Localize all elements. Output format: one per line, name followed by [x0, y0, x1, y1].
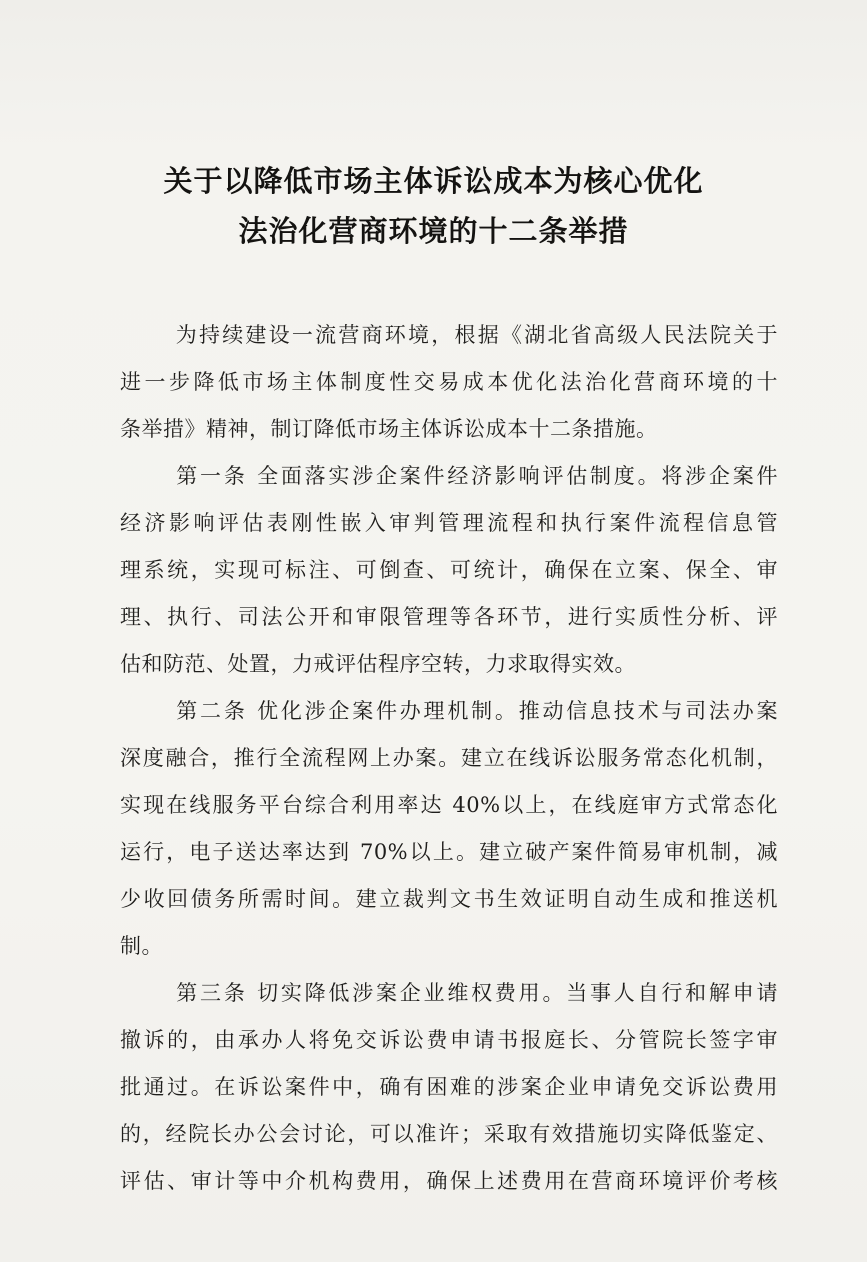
paragraph-article-3 — [120, 970, 778, 1205]
paragraph-line: 的，经院长办公会讨论，可以准许；采取有效措施切实降低鉴定、 — [120, 1122, 778, 1146]
paragraph-line: 第二条 优化涉企案件办理机制。推动信息技术与司法办案 — [174, 699, 778, 723]
paragraph-line: 运行，电子送达率达到 70%以上。建立破产案件简易审机制，减 — [120, 840, 778, 864]
paragraph-line: 经济影响评估表刚性嵌入审判管理流程和执行案件流程信息管 — [120, 511, 778, 535]
paragraph-line: 理系统，实现可标注、可倒查、可统计，确保在立案、保全、审 — [120, 558, 778, 582]
paragraph-line: 为持续建设一流营商环境，根据《湖北省高级人民法院关于 — [174, 323, 778, 347]
title-line-2: 法治化营商环境的十二条举措 — [238, 214, 629, 248]
paragraph-intro — [120, 312, 778, 453]
paragraph-line: 第一条 全面落实涉企案件经济影响评估制度。将涉企案件 — [174, 464, 778, 488]
paragraph-line: 撤诉的，由承办人将免交诉讼费申请书报庭长、分管院长签字审 — [120, 1028, 778, 1052]
title-line-1: 关于以降低市场主体诉讼成本为核心优化 — [163, 164, 704, 198]
paragraph-line: 深度融合，推行全流程网上办案。建立在线诉讼服务常态化机制， — [120, 746, 778, 770]
paragraph-line: 理、执行、司法公开和审限管理等各环节，进行实质性分析、评 — [120, 605, 778, 629]
paragraph-line: 批通过。在诉讼案件中，确有困难的涉案企业申请免交诉讼费用 — [120, 1075, 778, 1099]
paragraph-line: 实现在线服务平台综合利用率达 40%以上，在线庭审方式常态化 — [120, 793, 778, 817]
paragraph-line: 少收回债务所需时间。建立裁判文书生效证明自动生成和推送机 — [120, 887, 778, 911]
paragraph-line: 条举措》精神，制订降低市场主体诉讼成本十二条措施。 — [120, 417, 658, 441]
document-title — [0, 156, 867, 256]
paragraph-line: 进一步降低市场主体制度性交易成本优化法治化营商环境的十 — [120, 370, 778, 394]
paragraph-line: 估和防范、处置，力戒评估程序空转，力求取得实效。 — [120, 652, 636, 676]
paragraph-line: 评估、审计等中介机构费用，确保上述费用在营商环境评价考核 — [120, 1169, 778, 1193]
paragraph-line: 第三条 切实降低涉案企业维权费用。当事人自行和解申请 — [174, 981, 778, 1005]
paragraph-article-2 — [120, 688, 778, 970]
paragraph-line: 制。 — [120, 934, 163, 958]
paragraph-article-1 — [120, 453, 778, 688]
document-body — [120, 312, 778, 1205]
